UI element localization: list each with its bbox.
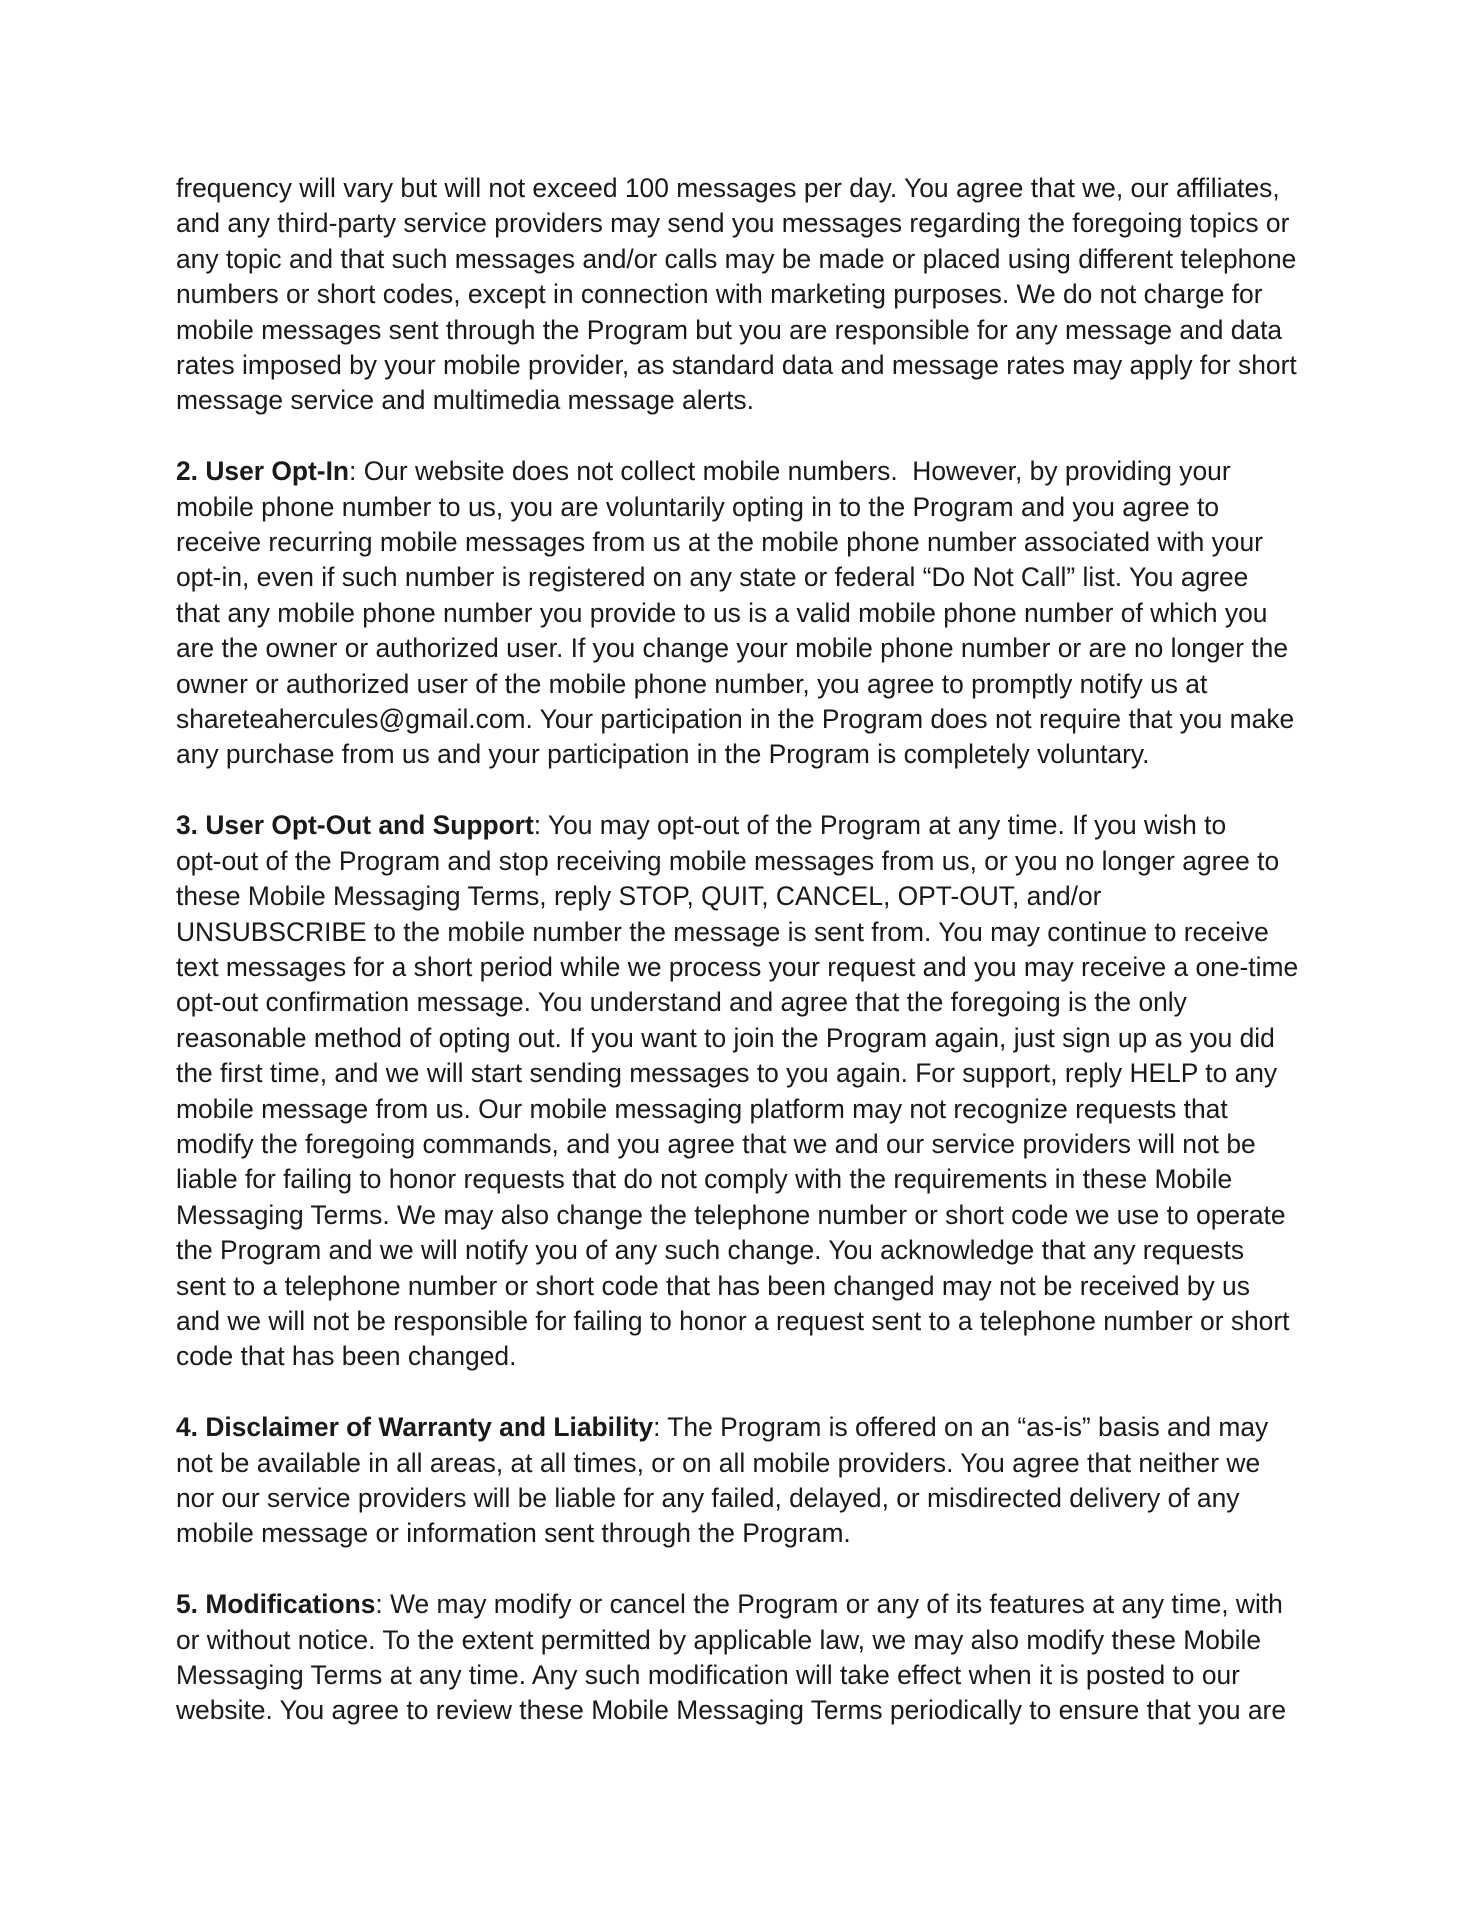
document-body [176,171,1320,1764]
text-line: owner or authorized user of the mobile phone number, you agree to promptly notify us at [176,668,1208,699]
text-line: and we will not be responsible for failing to honor a request sent to a telephone number or short [176,1305,1290,1336]
text-line: Messaging Terms at any time. Any such modification will take effect when it is posted to our [176,1660,1240,1690]
section-heading: 3. User Opt-Out and Support [176,810,534,841]
paragraph-2 [176,454,1320,773]
text-line: opt-out confirmation message. You understand and agree that the foregoing is the only [176,987,1187,1018]
section-heading: 4. Disclaimer of Warranty and Liability [176,1412,654,1443]
section-heading: 2. User Opt-In [176,456,350,487]
text-line: : We may modify or cancel the Program or any of its features at any time, with [375,1589,1283,1620]
text-line: mobile phone number to us, you are voluntarily opting in to the Program and you agree to [176,491,1220,522]
text-line: the first time, and we will start sending messages to you again. For support, reply HELP to any [176,1058,1278,1089]
text-line: sent to a telephone number or short code that has been changed may not be received by us [176,1270,1250,1301]
text-line: opt-in, even if such number is registered on any state or federal “Do Not Call” list. You agree [176,562,1249,593]
text-line: liable for failing to honor requests that do not comply with the requirements in these Mobile [176,1164,1233,1195]
text-line: the Program and we will notify you of any such change. You acknowledge that any requests [176,1235,1245,1266]
text-line: mobile message from us. Our mobile messaging platform may not recognize requests that [176,1093,1228,1124]
text-line: and any third-party service providers may send you messages regarding the foregoing topics or [176,208,1290,239]
text-line: shareteahercules@gmail.com. Your participation in the Program does not require that you make [176,704,1295,735]
text-line: modify the foregoing commands, and you agree that we and our service providers will not be [176,1128,1256,1159]
text-line: these Mobile Messaging Terms, reply STOP, QUIT, CANCEL, OPT-OUT, and/or [176,881,1102,912]
text-line: not be available in all areas, at all times, or on all mobile providers. You agree that neither we [176,1447,1261,1478]
text-line: numbers or short codes, except in connection with marketing purposes. We do not charge for [176,279,1263,310]
text-line: message service and multimedia message alerts. [176,385,754,416]
text-line: mobile message or information sent through the Program. [176,1518,851,1549]
section-heading: 5. Modifications [176,1589,376,1620]
text-line: any purchase from us and your participation in the Program is completely voluntary. [176,739,1150,770]
text-line: frequency will vary but will not exceed 100 messages per day. You agree that we, our affiliates, [176,173,1280,203]
text-line: text messages for a short period while we process your request and you may receive a one-time [176,951,1299,982]
paragraph-5 [176,1587,1320,1729]
text-line: code that has been changed. [176,1341,517,1372]
text-line: opt-out of the Program and stop receiving mobile messages from us, or you no longer agree to [176,845,1280,876]
text-line: : You may opt-out of the Program at any time. If you wish to [533,810,1227,841]
text-line: or without notice. To the extent permitted by applicable law, we may also modify these Mobile [176,1624,1262,1655]
text-line: rates imposed by your mobile provider, as standard data and message rates may apply for short [176,350,1297,381]
text-line: : The Program is offered on an “as-is” basis and may [653,1412,1269,1443]
text-line: UNSUBSCRIBE to the mobile number the message is sent from. You may continue to receive [176,916,1269,947]
text-line: receive recurring mobile messages from us at the mobile phone number associated with your [176,527,1263,558]
text-line: Messaging Terms. We may also change the telephone number or short code we use to operate [176,1199,1286,1230]
text-line: are the owner or authorized user. If you change your mobile phone number or are no longer the [176,633,1289,664]
text-line: any topic and that such messages and/or calls may be made or placed using different telephone [176,243,1297,274]
paragraph-4 [176,1410,1320,1552]
text-line: mobile messages sent through the Program but you are responsible for any message and data [176,314,1283,345]
text-line: website. You agree to review these Mobile Messaging Terms periodically to ensure that you are [176,1695,1287,1726]
text-line: that any mobile phone number you provide to us is a valid mobile phone number of which you [176,597,1268,628]
paragraph-1 [176,171,1320,419]
text-line: : Our website does not collect mobile numbers. However, by providing your [349,456,1231,487]
text-line: nor our service providers will be liable for any failed, delayed, or misdirected delivery of any [176,1482,1240,1513]
text-line: reasonable method of opting out. If you want to join the Program again, just sign up as you did [176,1022,1275,1053]
paragraph-3 [176,808,1320,1375]
